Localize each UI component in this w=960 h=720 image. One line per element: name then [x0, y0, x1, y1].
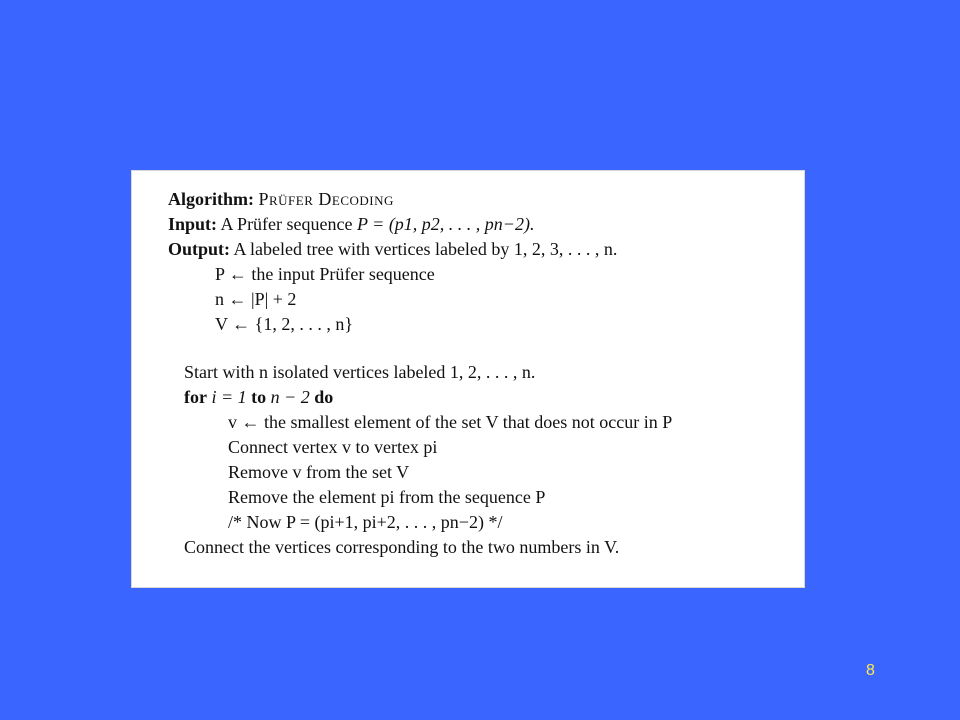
algorithm-panel: [131, 170, 805, 588]
init-line-2: [168, 287, 794, 312]
to-keyword: to: [251, 387, 267, 407]
algorithm-title-line: [168, 187, 794, 212]
init-n-assignment: n ← |P| + 2: [215, 289, 297, 309]
final-text: Connect the vertices corresponding to the two numbers in V.: [184, 537, 620, 557]
loop-step-select: v ← the smallest element of the set V that does not occur in P: [228, 412, 673, 432]
input-label: Input:: [168, 214, 218, 234]
for-range-end: n − 2: [270, 387, 310, 407]
algorithm-name: Prüfer Decoding: [258, 189, 394, 209]
loop-step-remove-pi: Remove the element pi from the sequence P: [228, 487, 546, 507]
input-math: P = (p1, p2, . . . , pn−2).: [357, 214, 535, 234]
init-sequence-assignment: P ← the input Prüfer sequence: [215, 264, 435, 284]
start-text: Start with n isolated vertices labeled 1, 2, . . . , n.: [184, 362, 536, 382]
init-line-3: [168, 312, 794, 337]
input-text: A Prüfer sequence: [220, 214, 353, 234]
loop-step-connect: Connect vertex v to vertex pi: [228, 437, 438, 457]
loop-line-3: [168, 460, 794, 485]
loop-line-4: [168, 485, 794, 510]
loop-line-1: [168, 410, 794, 435]
loop-step-remove-v: Remove v from the set V: [228, 462, 410, 482]
loop-line-5: [168, 510, 794, 535]
for-range-start: i = 1: [211, 387, 247, 407]
for-line: [168, 385, 794, 410]
output-text: A labeled tree with vertices labeled by 1, 2, 3, . . . , n.: [233, 239, 618, 259]
page-number: 8: [866, 662, 875, 679]
output-label: Output:: [168, 239, 231, 259]
do-keyword: do: [314, 387, 334, 407]
start-line: [168, 360, 794, 385]
init-v-assignment: V ← {1, 2, . . . , n}: [215, 314, 353, 334]
algorithm-text: [168, 187, 794, 560]
for-keyword: for: [184, 387, 207, 407]
output-line: [168, 237, 794, 262]
final-line: [168, 535, 794, 560]
algorithm-header-label: Algorithm:: [168, 189, 254, 209]
loop-comment: /* Now P = (pi+1, pi+2, . . . , pn−2) */: [228, 512, 503, 532]
spacer: [168, 337, 794, 360]
loop-line-2: [168, 435, 794, 460]
input-line: [168, 212, 794, 237]
init-line-1: [168, 262, 794, 287]
